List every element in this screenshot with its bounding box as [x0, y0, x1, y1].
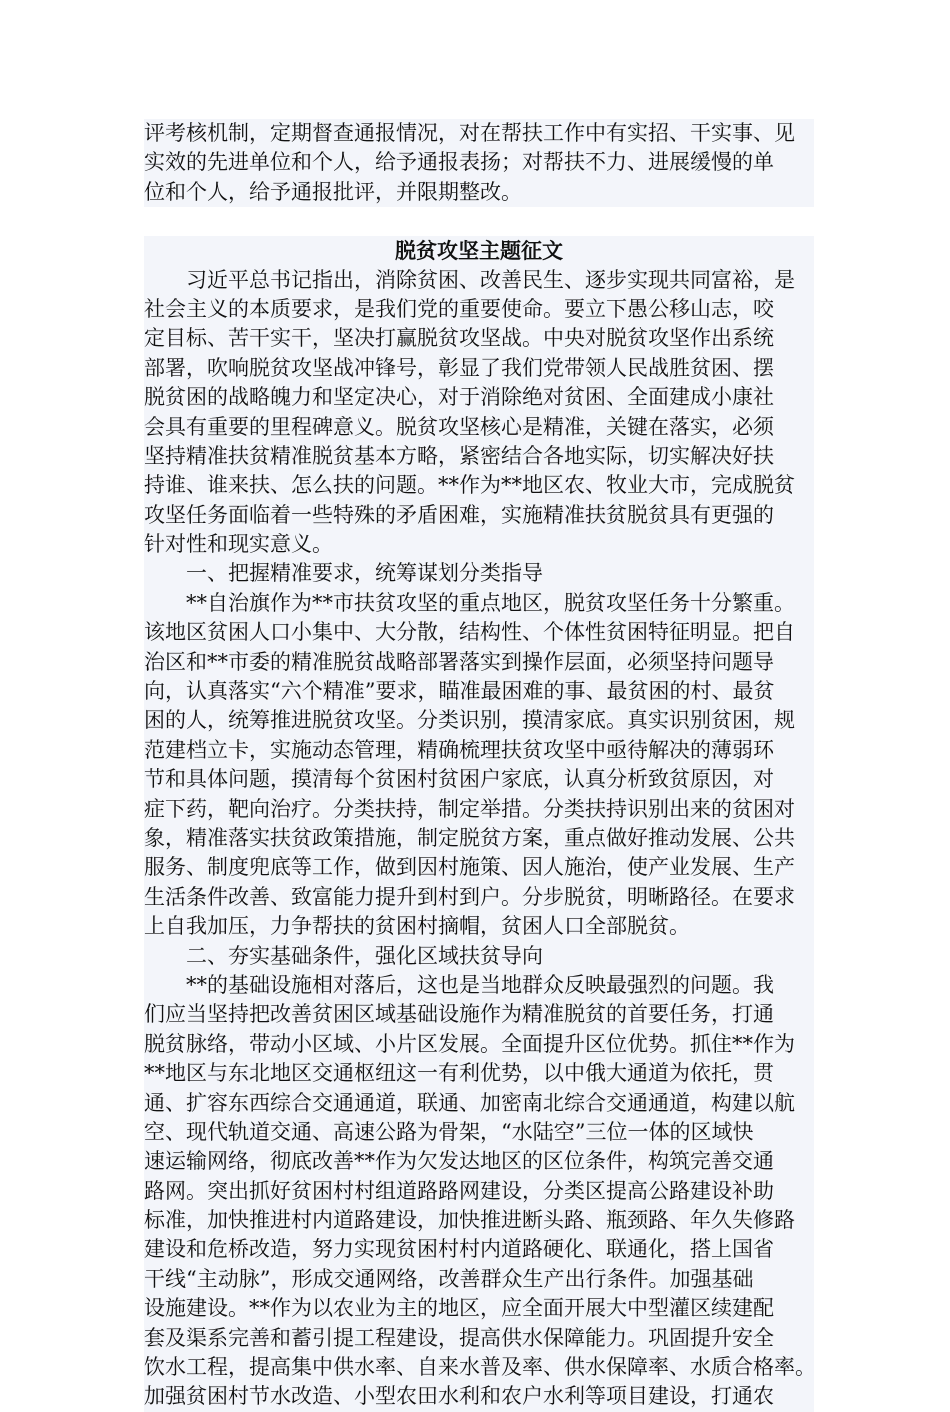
text-line: 加强贫困村节水改造、小型农田水利和农户水利等项目建设，打通农: [144, 1382, 814, 1411]
text-line: 部署，吹响脱贫攻坚战冲锋号，彰显了我们党带领人民战胜贫困、摆: [144, 354, 814, 383]
text-line: 脱贫困的战略魄力和坚定决心，对于消除绝对贫困、全面建成小康社: [144, 383, 814, 412]
text-line: 坚持精准扶贫精准脱贫基本方略，紧密结合各地实际，切实解决好扶: [144, 442, 814, 471]
article-body: [144, 266, 814, 1412]
text-line: 服务、制度兜底等工作，做到因村施策、因人施治，使产业发展、生产: [144, 853, 814, 882]
text-line: **自治旗作为**市扶贫攻坚的重点地区，脱贫攻坚任务十分繁重。: [144, 589, 814, 618]
text-line: **地区与东北地区交通枢纽这一有利优势，以中俄大通道为依托，贯: [144, 1059, 814, 1088]
text-line: 干线“主动脉”，形成交通网络，改善群众生产出行条件。加强基础: [144, 1265, 814, 1294]
text-line: 空、现代轨道交通、高速公路为骨架，“水陆空”三位一体的区域快: [144, 1118, 814, 1147]
text-line: 生活条件改善、致富能力提升到村到户。分步脱贫，明晰路径。在要求: [144, 883, 814, 912]
text-line: 该地区贫困人口小集中、大分散，结构性、个体性贫困特征明显。把自: [144, 618, 814, 647]
text-line: 实效的先进单位和个人，给予通报表扬；对帮扶不力、进展缓慢的单: [144, 148, 814, 177]
text-line: 标准，加快推进村内道路建设，加快推进断头路、瓶颈路、年久失修路: [144, 1206, 814, 1235]
text-line: 社会主义的本质要求，是我们党的重要使命。要立下愚公移山志，咬: [144, 295, 814, 324]
article: [144, 236, 814, 1412]
previous-section-text: [144, 119, 814, 207]
section-gap: [144, 207, 814, 236]
text-line: 脱贫脉络，带动小区域、小片区发展。全面提升区位优势。抓住**作为: [144, 1030, 814, 1059]
text-line: 范建档立卡，实施动态管理，精确梳理扶贫攻坚中亟待解决的薄弱环: [144, 736, 814, 765]
text-line: 定目标、苦干实干，坚决打赢脱贫攻坚战。中央对脱贫攻坚作出系统: [144, 324, 814, 353]
text-line: 二、夯实基础条件，强化区域扶贫导向: [144, 942, 814, 971]
text-line: 建设和危桥改造，努力实现贫困村村内道路硬化、联通化，搭上国省: [144, 1235, 814, 1264]
text-line: 速运输网络，彻底改善**作为欠发达地区的区位条件，构筑完善交通: [144, 1147, 814, 1176]
text-line: 针对性和现实意义。: [144, 530, 814, 559]
text-line: 位和个人，给予通报批评，并限期整改。: [144, 178, 814, 207]
text-line: **的基础设施相对落后，这也是当地群众反映最强烈的问题。我: [144, 971, 814, 1000]
text-line: 饮水工程，提高集中供水率、自来水普及率、供水保障率、水质合格率。: [144, 1353, 814, 1382]
text-line: 评考核机制，定期督查通报情况，对在帮扶工作中有实招、干实事、见: [144, 119, 814, 148]
text-line: 会具有重要的里程碑意义。脱贫攻坚核心是精准，关键在落实，必须: [144, 413, 814, 442]
text-line: 节和具体问题，摸清每个贫困村贫困户家底，认真分析致贫原因，对: [144, 765, 814, 794]
text-line: 困的人，统筹推进脱贫攻坚。分类识别，摸清家底。真实识别贫困，规: [144, 706, 814, 735]
text-line: 向，认真落实“六个精准”要求，瞄准最困难的事、最贫困的村、最贫: [144, 677, 814, 706]
text-line: 们应当坚持把改善贫困区域基础设施作为精准脱贫的首要任务，打通: [144, 1000, 814, 1029]
text-line: 一、把握精准要求，统筹谋划分类指导: [144, 559, 814, 588]
text-line: 套及渠系完善和蓄引提工程建设，提高供水保障能力。巩固提升安全: [144, 1324, 814, 1353]
text-line: 治区和**市委的精准脱贫战略部署落实到操作层面，必须坚持问题导: [144, 648, 814, 677]
text-line: 象，精准落实扶贫政策措施，制定脱贫方案，重点做好推动发展、公共: [144, 824, 814, 853]
text-line: 路网。突出抓好贫困村村组道路路网建设，分类区提高公路建设补助: [144, 1177, 814, 1206]
article-title: 脱贫攻坚主题征文: [144, 236, 814, 265]
text-line: 症下药，靶向治疗。分类扶持，制定举措。分类扶持识别出来的贫困对: [144, 795, 814, 824]
text-line: 持谁、谁来扶、怎么扶的问题。**作为**地区农、牧业大市，完成脱贫: [144, 471, 814, 500]
text-line: 攻坚任务面临着一些特殊的矛盾困难，实施精准扶贫脱贫具有更强的: [144, 501, 814, 530]
text-line: 通、扩容东西综合交通通道，联通、加密南北综合交通通道，构建以航: [144, 1089, 814, 1118]
text-line: 上自我加压，力争帮扶的贫困村摘帽，贫困人口全部脱贫。: [144, 912, 814, 941]
document-body: [144, 119, 814, 1412]
text-line: 习近平总书记指出，消除贫困、改善民生、逐步实现共同富裕，是: [144, 266, 814, 295]
text-line: 设施建设。**作为以农业为主的地区，应全面开展大中型灌区续建配: [144, 1294, 814, 1323]
